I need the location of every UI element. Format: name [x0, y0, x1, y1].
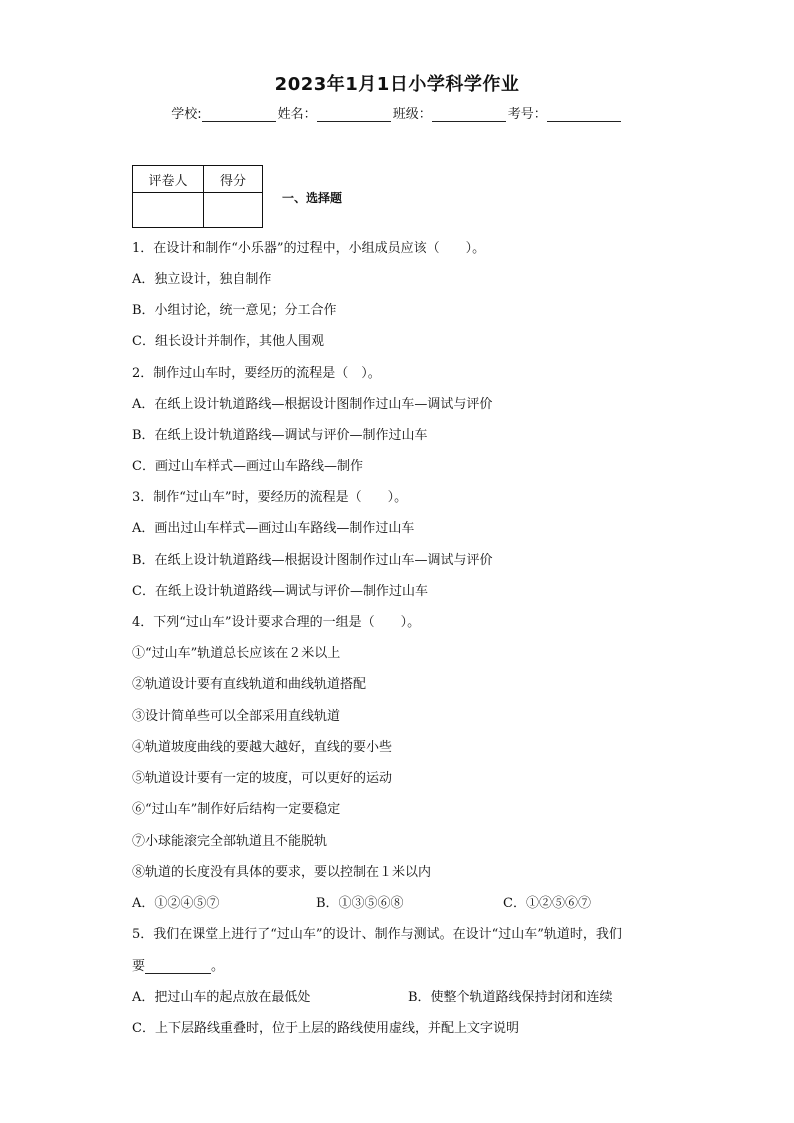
- name-label: 姓名：: [277, 107, 317, 122]
- score-cell[interactable]: [204, 193, 263, 228]
- question-5-stem-suffix: 。: [211, 959, 225, 974]
- question-5-option-a[interactable]: A．把过山车的起点放在最低处: [132, 990, 311, 1005]
- question-3-stem: 3．制作“过山车”时，要经历的流程是（ ）。: [132, 490, 408, 505]
- question-4-item-2: ②轨道设计要有直线轨道和曲线轨道搭配: [132, 677, 367, 692]
- question-2-option-b[interactable]: B．在纸上设计轨道路线—调试与评价—制作过山车: [132, 428, 428, 443]
- name-blank[interactable]: [317, 108, 391, 122]
- score-table: [132, 165, 263, 228]
- student-info-row: [0, 103, 794, 122]
- question-2-stem: 2．制作过山车时，要经历的流程是（ ）。: [132, 366, 381, 381]
- question-5-stem-prefix: 要: [132, 959, 146, 974]
- question-1-option-c[interactable]: C．组长设计并制作，其他人围观: [132, 334, 324, 349]
- question-2-option-a[interactable]: A．在纸上设计轨道路线—根据设计图制作过山车—调试与评价: [132, 397, 493, 412]
- grader-cell[interactable]: [133, 193, 204, 228]
- question-3-option-c[interactable]: C．在纸上设计轨道路线—调试与评价—制作过山车: [132, 584, 428, 599]
- class-label: 班级：: [392, 107, 432, 122]
- question-1-option-b[interactable]: B．小组讨论，统一意见；分工合作: [132, 303, 337, 318]
- question-3-option-a[interactable]: A．画出过山车样式—画过山车路线—制作过山车: [132, 521, 415, 536]
- question-4-option-b[interactable]: B．①③⑤⑥⑧: [316, 896, 404, 911]
- grader-header: 评卷人: [133, 166, 204, 193]
- question-1-option-a[interactable]: A．独立设计，独自制作: [132, 272, 272, 287]
- question-5-stem-line1: 5．我们在课堂上进行了“过山车”的设计、制作与测试。在设计“过山车”轨道时，我们: [132, 927, 622, 942]
- question-5-answer-blank[interactable]: [145, 960, 211, 974]
- question-4-stem: 4．下列“过山车”设计要求合理的一组是（ ）。: [132, 615, 421, 630]
- question-4-option-a[interactable]: A．①②④⑤⑦: [132, 896, 220, 911]
- section-title: 一、选择题: [282, 191, 343, 205]
- question-5-option-b[interactable]: B．使整个轨道路线保持封闭和连续: [408, 990, 613, 1005]
- question-4-option-c[interactable]: C．①②⑤⑥⑦: [503, 896, 591, 911]
- question-5-stem-line2: [132, 955, 224, 974]
- id-blank[interactable]: [547, 108, 621, 122]
- question-4-item-5: ⑤轨道设计要有一定的坡度，可以更好的运动: [132, 771, 393, 786]
- question-2-option-c[interactable]: C．画过山车样式—画过山车路线—制作: [132, 459, 363, 474]
- question-4-item-7: ⑦小球能滚完全部轨道且不能脱轨: [132, 834, 328, 849]
- school-blank[interactable]: [202, 108, 276, 122]
- question-1-stem: 1．在设计和制作“小乐器”的过程中，小组成员应该（ ）。: [132, 241, 486, 256]
- school-label: 学校:: [171, 107, 202, 122]
- page-title: 2023年1月1日小学科学作业: [274, 74, 520, 95]
- id-label: 考号：: [507, 107, 547, 122]
- question-4-item-3: ③设计简单些可以全部采用直线轨道: [132, 709, 341, 724]
- question-4-item-6: ⑥“过山车”制作好后结构一定要稳定: [132, 802, 341, 817]
- question-4-item-8: ⑧轨道的长度没有具体的要求，要以控制在１米以内: [132, 865, 432, 880]
- question-3-option-b[interactable]: B．在纸上设计轨道路线—根据设计图制作过山车—调试与评价: [132, 553, 493, 568]
- class-blank[interactable]: [432, 108, 506, 122]
- question-4-item-1: ①“过山车”轨道总长应该在２米以上: [132, 646, 341, 661]
- question-5-option-c[interactable]: C．上下层路线重叠时，位于上层的路线使用虚线，并配上文字说明: [132, 1021, 519, 1036]
- question-4-item-4: ④轨道坡度曲线的要越大越好，直线的要小些: [132, 740, 393, 755]
- score-header: 得分: [204, 166, 263, 193]
